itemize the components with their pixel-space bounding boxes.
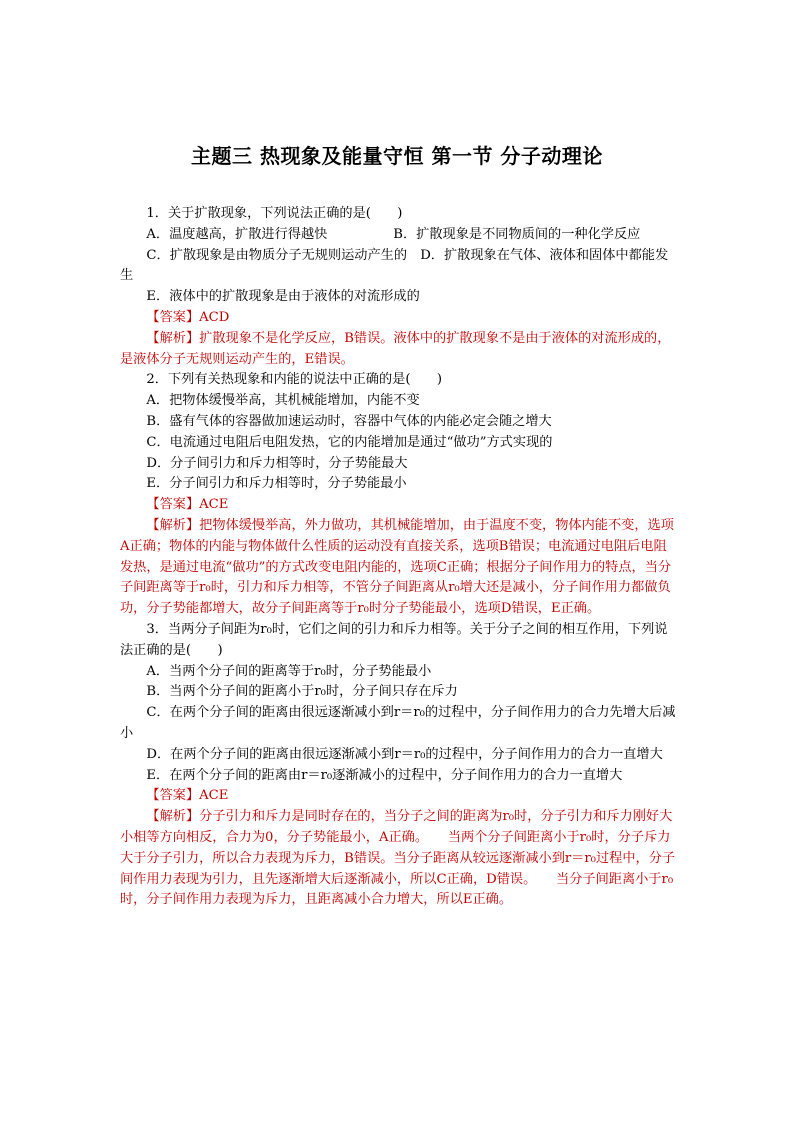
answer-value: ACD xyxy=(199,309,230,325)
question-option: B．盛有气体的容器做加速运动时，容器中气体的内能必定会随之增大 xyxy=(146,413,552,429)
answer-value: ACE xyxy=(199,788,229,804)
question-option: D．分子间引力和斥力相等时，分子势能最大 xyxy=(146,455,408,471)
page-title: 主题三 热现象及能量守恒 第一节 分子动理论 xyxy=(191,144,603,168)
question-1 xyxy=(120,204,676,370)
question-option: A．温度越高，扩散进行得越快 B．扩散现象是不同物质间的一种化学反应 xyxy=(146,226,641,242)
question-option: E．分子间引力和斥力相等时，分子势能最小 xyxy=(146,476,407,492)
question-stem: 3．当两分子间距为r₀时，它们之间的引力和斥力相等。关于分子之间的相互作用，下列说法正确的是( ) xyxy=(120,621,668,658)
question-option: C．电流通过电阻后电阻发热，它的内能增加是通过“做功”方式实现的 xyxy=(146,434,553,450)
question-stem: 1．关于扩散现象，下列说法正确的是( ) xyxy=(146,206,403,221)
explanation-line xyxy=(120,329,676,371)
explanation-tag: 【解析】 xyxy=(146,517,200,533)
explanation-text: 扩散现象不是化学反应，B错误。液体中的扩散现象不是由于液体的对流形成的，是液体分子无规则运动产生的，E错误。 xyxy=(120,330,671,367)
question-option: C．在两个分子间的距离由很远逐渐减小到r＝r₀的过程中，分子间作用力的合力先增大后减小 xyxy=(120,705,676,741)
explanation-text: 把物体缓慢举高，外力做功，其机械能增加，由于温度不变，物体内能不变，选项A正确；物体的内能与物体做什么性质的运动没有直接关系，选项B错误；电流通过电阻后电阻发热，是通过电流“做功”的方式改变电阻内能的，选项C正确；根据分子间作用力的特点，当分子间距离等于r₀时，引力和斥力相等，不管分子间距离从r₀增大还是减小，分子间作用力都做负功，分子势能都增大，故分子间距离等于r₀时分子势能最小，选项D错误，E正确。 xyxy=(120,517,674,617)
explanation-tag: 【解析】 xyxy=(146,809,200,825)
explanation-tag: 【解析】 xyxy=(146,330,200,346)
explanation-text: 分子引力和斥力是同时存在的，当分子之间的距离为r₀时，分子引力和斥力刚好大小相等方向相反，合力为0，分子势能最小，A正确。 当两个分子间距离小于r₀时，分子斥力大于分子引力，所以合力表现为斥力，B错误。当分子距离从较远逐渐减小到r＝r₀过程中，分子间作用力表现为引力，且先逐渐增大后逐渐减小，所以C正确，D错误。 当分子间距离小于r₀时，分子间作用力表现为斥力，且距离减小合力增大，所以E正确。 xyxy=(120,809,676,908)
question-option: E．液体中的扩散现象是由于液体的对流形成的 xyxy=(146,289,420,305)
question-option: A．把物体缓慢举高，其机械能增加，内能不变 xyxy=(146,393,420,409)
answer-tag: 【答案】 xyxy=(146,788,200,804)
question-2 xyxy=(120,370,676,620)
document-body xyxy=(120,204,676,911)
question-option: D．在两个分子间的距离由很远逐渐减小到r＝r₀的过程中，分子间作用力的合力一直增大 xyxy=(146,746,663,762)
question-option: A．当两个分子间的距离等于r₀时，分子势能最小 xyxy=(146,663,432,679)
answer-tag: 【答案】 xyxy=(146,309,200,325)
answer-tag: 【答案】 xyxy=(146,497,200,513)
explanation-line xyxy=(120,807,676,911)
question-option: B．当两个分子间的距离小于r₀时，分子间只存在斥力 xyxy=(146,684,458,700)
answer-line xyxy=(120,495,676,516)
question-3 xyxy=(120,620,676,911)
answer-line xyxy=(120,786,676,807)
question-option: C．扩散现象是由物质分子无规则运动产生的 D．扩散现象在气体、液体和固体中都能发生 xyxy=(120,247,669,284)
answer-line xyxy=(120,308,676,329)
question-option: E．在两个分子间的距离由r＝r₀逐渐减小的过程中，分子间作用力的合力一直增大 xyxy=(146,767,623,783)
answer-value: ACE xyxy=(199,497,229,513)
question-stem: 2．下列有关热现象和内能的说法中正确的是( ) xyxy=(146,372,443,388)
explanation-line xyxy=(120,516,676,620)
